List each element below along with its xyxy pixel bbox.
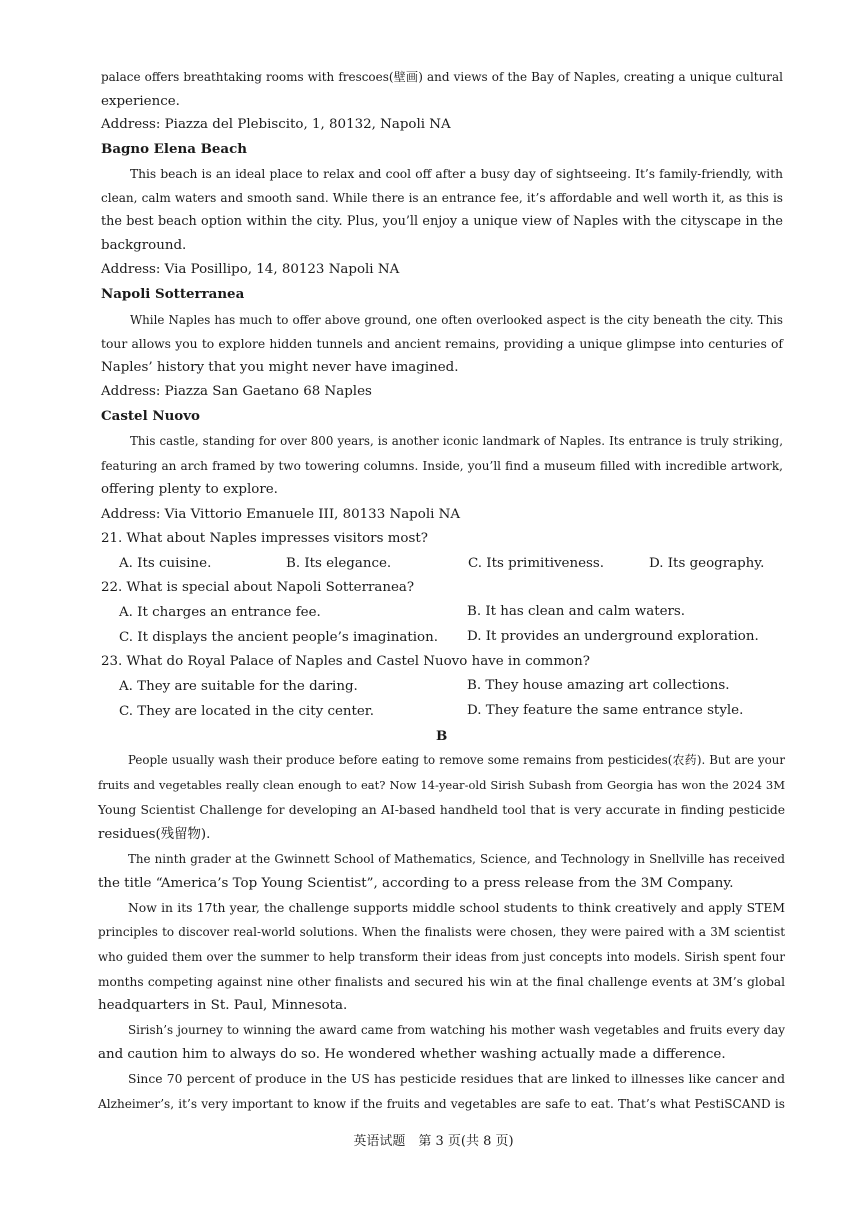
question-stem: 21. What about Naples impresses visitors most?	[101, 531, 428, 546]
answer-option: D. They feature the same entrance style.	[467, 703, 744, 718]
passage-line: residues(残留物).	[98, 827, 211, 842]
passage-line: featuring an arch framed by two towering columns. Inside, you’ll find a museum filled with incredible artwork,	[101, 459, 783, 473]
passage-line: tour allows you to explore hidden tunnels and ancient remains, providing a unique glimpse into centuries of	[101, 337, 783, 351]
passage-line: Alzheimer’s, it’s very important to know if the fruits and vegetables are safe to eat. That’s what PestiSCAND is	[98, 1097, 785, 1111]
answer-option: C. Its primitiveness.	[468, 556, 605, 571]
passage-line: This beach is an ideal place to relax and cool off after a busy day of sightseeing. It’s family-friendly, with	[130, 167, 783, 181]
passage-line: months competing against nine other finalists and secured his win at the final challenge events at 3M’s global	[98, 975, 785, 989]
passage-line: The ninth grader at the Gwinnett School of Mathematics, Science, and Technology in Snellville has received	[128, 852, 785, 866]
section-title: Napoli Sotterranea	[101, 286, 245, 302]
passage-line: experience.	[101, 94, 180, 109]
answer-option: C. It displays the ancient people’s imagination.	[119, 630, 438, 645]
passage-line: the title “America’s Top Young Scientist”, according to a press release from the 3M Company.	[98, 876, 734, 891]
answer-option: A. They are suitable for the daring.	[119, 679, 358, 694]
answer-option: D. It provides an underground exploration.	[467, 629, 759, 644]
question-stem: 22. What is special about Napoli Sotterranea?	[101, 580, 415, 595]
passage-line: While Naples has much to offer above ground, one often overlooked aspect is the city beneath the city. This	[130, 313, 783, 327]
answer-option: B. They house amazing art collections.	[467, 678, 730, 693]
section-title: Bagno Elena Beach	[101, 141, 247, 157]
answer-option: D. Its geography.	[649, 556, 765, 571]
address-line: Address: Via Vittorio Emanuele III, 80133 Napoli NA	[101, 507, 461, 522]
answer-option: B. It has clean and calm waters.	[467, 604, 686, 619]
passage-line: and caution him to always do so. He wondered whether washing actually made a difference.	[98, 1047, 726, 1062]
passage-line: offering plenty to explore.	[101, 482, 278, 497]
answer-option: C. They are located in the city center.	[119, 704, 374, 719]
address-line: Address: Via Posillipo, 14, 80123 Napoli NA	[101, 262, 400, 277]
page-footer: 英语试题 第 3 页(共 8 页)	[353, 1134, 514, 1149]
passage-line: principles to discover real-world solutions. When the finalists were chosen, they were paired with a 3M scientist	[98, 925, 785, 939]
passage-line: Since 70 percent of produce in the US has pesticide residues that are linked to illnesses like cancer and	[128, 1072, 785, 1086]
passage-line: Sirish’s journey to winning the award came from watching his mother wash vegetables and fruits every day	[128, 1023, 785, 1037]
address-line: Address: Piazza del Plebiscito, 1, 80132, Napoli NA	[101, 117, 451, 132]
address-line: Address: Piazza San Gaetano 68 Naples	[101, 384, 372, 399]
passage-line: Now in its 17th year, the challenge supports middle school students to think creatively and apply STEM	[128, 901, 785, 915]
passage-line: background.	[101, 238, 187, 253]
passage-line: clean, calm waters and smooth sand. While there is an entrance fee, it’s affordable and well worth it, as this is	[101, 191, 783, 205]
passage-line: the best beach option within the city. Plus, you’ll enjoy a unique view of Naples with the cityscape in the	[101, 214, 783, 229]
answer-option: B. Its elegance.	[286, 556, 392, 571]
passage-line: who guided them over the summer to help transform their ideas from just concepts into models. Sirish spent four	[98, 950, 785, 964]
answer-option: A. It charges an entrance fee.	[119, 605, 321, 620]
passage-line: fruits and vegetables really clean enough to eat? Now 14-year-old Sirish Subash from Georgia has won the 2024 3M	[98, 778, 785, 792]
section-heading: B	[436, 728, 448, 744]
answer-option: A. Its cuisine.	[119, 556, 212, 571]
passage-line: palace offers breathtaking rooms with frescoes(壁画) and views of the Bay of Naples, creating a unique cultural	[101, 70, 783, 84]
passage-line: Naples’ history that you might never have imagined.	[101, 360, 459, 375]
question-stem: 23. What do Royal Palace of Naples and Castel Nuovo have in common?	[101, 654, 590, 669]
passage-line: Young Scientist Challenge for developing an AI-based handheld tool that is very accurate in finding pesticide	[98, 803, 785, 817]
passage-line: People usually wash their produce before eating to remove some remains from pesticides(农药). But are your	[128, 753, 785, 767]
passage-line: headquarters in St. Paul, Minnesota.	[98, 998, 348, 1013]
passage-line: This castle, standing for over 800 years, is another iconic landmark of Naples. Its entrance is truly striking,	[130, 434, 783, 448]
section-title: Castel Nuovo	[101, 408, 200, 424]
